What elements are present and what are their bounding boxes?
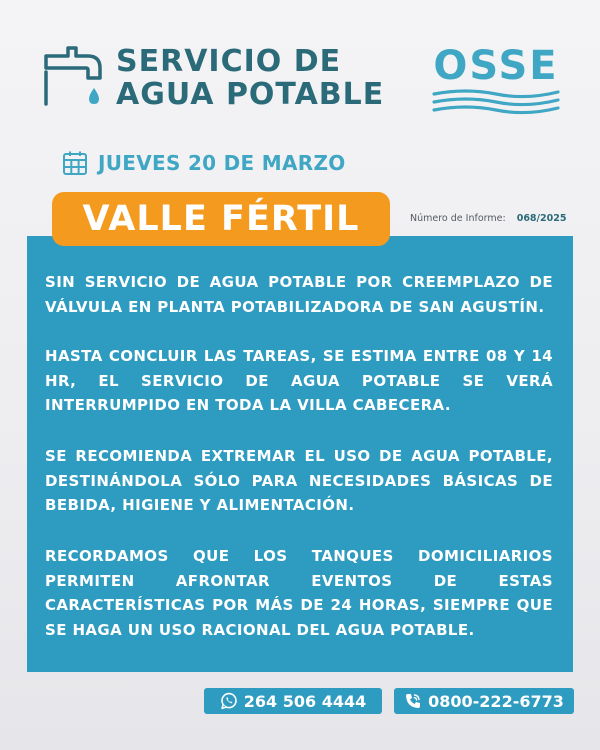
calendar-icon [62, 150, 88, 176]
phone-number: 0800-222-6773 [428, 691, 564, 711]
osse-logo [430, 44, 562, 120]
phone-icon [404, 692, 422, 710]
location-text: VALLE FÉRTIL [82, 199, 360, 239]
message-panel [27, 236, 573, 672]
phone-contact[interactable] [394, 688, 574, 714]
report-label: Número de Informe: [410, 213, 506, 224]
logo-text: OSSE [433, 43, 559, 89]
date-text: JUEVES 20 DE MARZO [98, 151, 346, 175]
title-line-2: AGUA POTABLE [116, 77, 385, 112]
location-tag [52, 192, 390, 246]
report-value: 068/2025 [516, 213, 567, 224]
whatsapp-number: 264 506 4444 [243, 691, 367, 711]
date-row [62, 148, 346, 178]
paragraph-3: SE RECOMIENDA EXTREMAR EL USO DE AGUA POTABLE, DESTINÁNDOLA SÓLO PARA NECESIDADES BÁSICAS DE BEBIDA, HIGIENE Y ALIMENTACIÓN. [45, 447, 553, 514]
paragraph-1: SIN SERVICIO DE AGUA POTABLE POR CREEMPLAZO DE VÁLVULA EN PLANTA POTABILIZADORA DE SAN AGUSTÍN. [45, 273, 553, 316]
paragraph-4: RECORDAMOS QUE LOS TANQUES DOMICILIARIOS PERMITEN AFRONTAR EVENTOS DE ESTAS CARACTERÍSTICAS POR MÁS DE 24 HORAS, SIEMPRE QUE SE HAGA UN USO RACIONAL DEL AGUA POTABLE. [45, 547, 553, 639]
service-title [116, 45, 384, 111]
whatsapp-contact[interactable] [204, 688, 382, 714]
title-line-1: SERVICIO DE [116, 44, 342, 79]
report-number [410, 213, 566, 224]
water-faucet-icon [42, 44, 104, 114]
waves-icon [430, 88, 562, 118]
whatsapp-icon [220, 692, 238, 710]
paragraph-2: HASTA CONCLUIR LAS TAREAS, SE ESTIMA ENTRE 08 Y 14 HR, EL SERVICIO DE AGUA POTABLE SE VERÁ INTERRUMPIDO EN TODA LA VILLA CABECERA. [45, 347, 553, 414]
